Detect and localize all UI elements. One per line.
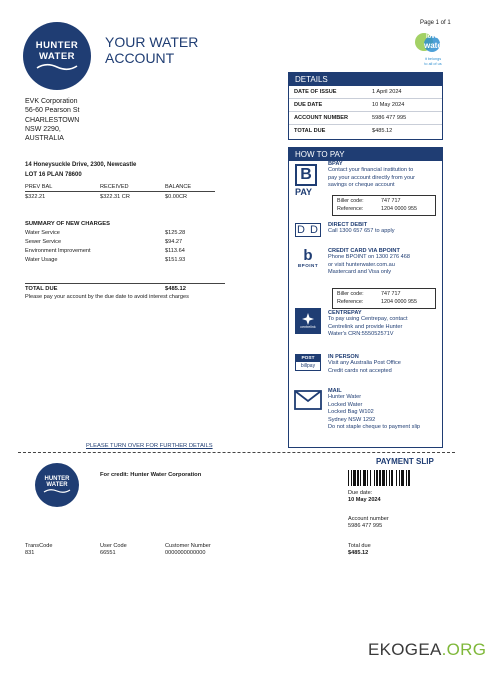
slip-customer-number: Customer Number 0000000000000 <box>165 543 211 557</box>
barcode-bar <box>408 470 410 486</box>
payment-slip-title: PAYMENT SLIP <box>376 457 434 466</box>
balance-value: $0.00CR <box>165 194 188 200</box>
post-billpay-logo: POST billpay <box>295 354 321 371</box>
charge-row: Environment Improvement $113.64 <box>25 248 185 254</box>
how-to-pay-title: HOW TO PAY <box>289 148 442 161</box>
how-to-pay-box <box>288 147 443 448</box>
details-box <box>288 72 443 140</box>
charge-row: Water Service $125.28 <box>25 230 186 236</box>
total-due-section: TOTAL DUE $485.12 Please pay your account by the due date to avoid interest charges <box>25 283 225 300</box>
bpay-section: BPAY Contact your financial institution to pay your account directly from your savings or cheque account <box>328 161 416 189</box>
slip-transcode: TransCode 831 <box>25 543 53 557</box>
direct-debit-logo: D D <box>297 224 319 236</box>
slip-user-code: User Code 66551 <box>100 543 127 557</box>
slip-account-number: Account number 5986 477 995 <box>348 516 389 530</box>
balance-table <box>25 184 215 200</box>
barcode-bar <box>389 470 390 486</box>
received-value: $322.31 CR <box>100 194 130 200</box>
wave-icon <box>43 488 71 494</box>
slip-due-date: Due date: 10 May 2024 <box>348 490 381 504</box>
barcode-bar <box>376 470 378 486</box>
barcode-bar <box>370 470 371 486</box>
charge-row: Sewer Service $94.27 <box>25 239 183 245</box>
barcode-bar <box>357 470 359 486</box>
detail-row: DATE OF ISSUE 1 April 2024 <box>289 86 442 99</box>
summary-title: SUMMARY OF NEW CHARGES <box>25 221 111 227</box>
slip-total-due: Total due $485.12 <box>348 543 371 557</box>
barcode-bar <box>353 470 356 486</box>
prev-bal-value: $322.21 <box>25 194 46 200</box>
summary-of-charges <box>25 221 225 265</box>
bpay-logo: B PAY <box>295 164 319 200</box>
property-address: 14 Honeysuckle Drive, 2300, Newcastle LOT 16 PLAN 78600 <box>25 162 137 178</box>
barcode-bar <box>367 470 368 486</box>
turn-over-note: PLEASE TURN OVER FOR FURTHER DETAILS <box>86 443 213 449</box>
barcode-bar <box>386 470 387 486</box>
barcode-bar <box>382 470 385 486</box>
barcode-bar <box>391 470 393 486</box>
page-title: YOUR WATER ACCOUNT <box>105 34 199 66</box>
prev-bal-header: PREV BAL <box>25 184 53 190</box>
for-credit-label: For credit: Hunter Water Corporation <box>100 472 202 478</box>
envelope-icon <box>294 390 322 410</box>
bpay-reference: 1204 0000 955 <box>381 205 417 212</box>
total-due-amount: $485.12 <box>165 286 186 292</box>
watermark: EKOGEA.ORG <box>368 640 486 659</box>
detail-row: ACCOUNT NUMBER 5986 477 995 <box>289 112 442 125</box>
bpoint-section: CREDIT CARD VIA BPOINT Phone BPOINT on 1300 276 468 or visit hunterwater.com.au Mastercard and Visa only <box>328 248 410 276</box>
barcode-icon <box>348 470 440 486</box>
barcode-bar <box>401 470 404 486</box>
bpoint-logo: b BPOINT <box>297 247 319 268</box>
star-icon <box>302 313 314 325</box>
tear-line <box>18 452 455 453</box>
barcode-bar <box>363 470 366 486</box>
customer-address: EVK Corporation 56-60 Pearson St CHARLESTOWN NSW 2290, AUSTRALIA <box>25 98 80 143</box>
page-number: Page 1 of 1 <box>420 20 451 26</box>
detail-row: TOTAL DUE $485.12 <box>294 128 393 134</box>
love-water-logo: love water it belongs to all of us <box>412 30 452 70</box>
charge-row: Water Usage $151.93 <box>25 257 186 263</box>
details-title: DETAILS <box>289 73 442 86</box>
barcode-bar <box>406 470 407 486</box>
hunter-water-logo: HUNTER WATER <box>23 22 91 90</box>
bpoint-biller-code: 747 717 <box>381 291 401 297</box>
mail-section: MAIL Hunter Water Locked Water Locked Bag W102 Sydney NSW 1292 Do not staple cheque to payment slip <box>328 388 421 431</box>
bpay-biller-box: Biller code: 747 717 Reference: 1204 0000 955 <box>332 195 436 216</box>
barcode-bar <box>379 470 381 486</box>
centrepay-section: CENTREPAY To pay using Centrepay, contact Centrelink and provide Hunter Water's CRN:555052571V <box>328 310 408 338</box>
barcode-bar <box>399 470 400 486</box>
balance-header: BALANCE <box>165 184 192 190</box>
detail-row: DUE DATE 10 May 2024 <box>289 99 442 112</box>
barcode-bar <box>351 470 352 486</box>
received-header: RECEIVED <box>100 184 129 190</box>
bpay-biller-code: 747 717 <box>381 198 401 204</box>
bpoint-reference: 1204 0000 955 <box>381 298 417 305</box>
in-person-section: IN PERSON Visit any Australia Post Office Credit cards not accepted <box>328 354 401 374</box>
wave-icon <box>35 62 79 72</box>
barcode-bar <box>374 470 375 486</box>
barcode-bar <box>348 470 349 486</box>
hunter-water-logo-slip: HUNTER WATER <box>35 463 79 507</box>
bpoint-biller-box: Biller code: 747 717 Reference: 1204 0000 955 <box>332 288 436 309</box>
direct-debit-section: DIRECT DEBIT Call 1300 657 657 to apply <box>328 222 395 234</box>
centrelink-logo: centrelink <box>295 308 321 334</box>
due-note: Please pay your account by the due date to avoid interest charges <box>25 294 189 300</box>
barcode-bar <box>396 470 397 486</box>
barcode-bar <box>360 470 361 486</box>
